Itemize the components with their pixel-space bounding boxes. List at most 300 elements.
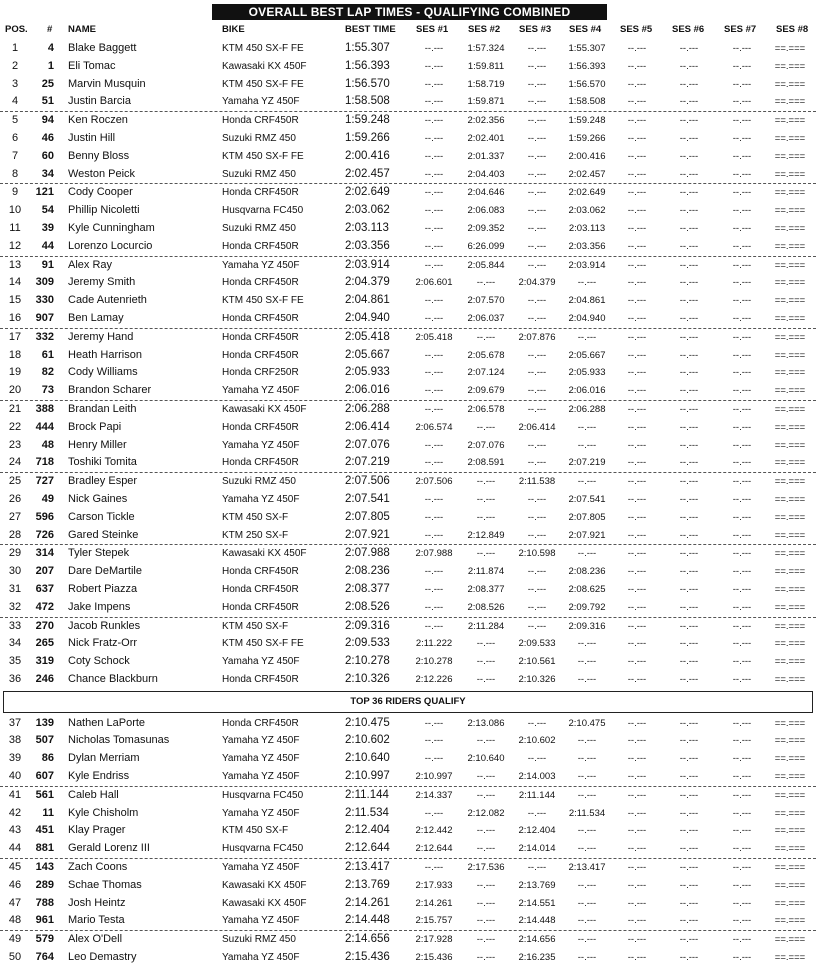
- cell-s5: --.---: [627, 60, 647, 72]
- cell-s4: --.---: [577, 879, 597, 891]
- cell-best: 2:03.914: [345, 258, 390, 271]
- cell-s5: --.---: [627, 825, 647, 837]
- cell-bike: Yamaha YZ 450F: [222, 385, 300, 397]
- cell-s2: 2:08.591: [467, 457, 505, 469]
- cell-s8: ==.===: [774, 205, 806, 217]
- cell-num: 579: [35, 933, 54, 946]
- cell-best: 2:07.988: [345, 547, 390, 560]
- header-name: NAME: [68, 24, 96, 35]
- cell-name: Brock Papi: [68, 420, 122, 433]
- cell-s4: --.---: [577, 753, 597, 765]
- cell-s8: ==.===: [774, 934, 806, 946]
- cell-name: Heath Harrison: [68, 348, 142, 361]
- cell-num: 332: [35, 330, 54, 343]
- cell-bike: Husqvarna FC450: [222, 789, 304, 801]
- cell-s3: 2:06.414: [518, 421, 556, 433]
- table-row: [0, 472, 816, 491]
- cell-pos: 42: [8, 806, 22, 819]
- cell-s4: 2:07.541: [568, 493, 606, 505]
- cell-s2: --.---: [476, 656, 496, 668]
- cell-s3: --.---: [527, 132, 547, 144]
- cell-s1: --.---: [424, 150, 444, 162]
- cell-s8: ==.===: [774, 656, 806, 668]
- cell-best: 2:03.062: [345, 204, 390, 217]
- cell-s7: --.---: [732, 529, 752, 541]
- cell-pos: 18: [8, 348, 22, 361]
- cell-s8: ==.===: [774, 385, 806, 397]
- cell-s2: 2:07.124: [467, 367, 505, 379]
- cell-s7: --.---: [732, 789, 752, 801]
- cell-s2: 2:09.679: [467, 385, 505, 397]
- table-row: [0, 274, 816, 292]
- cell-best: 2:13.417: [345, 861, 390, 874]
- cell-num: 330: [35, 294, 54, 307]
- cell-s8: ==.===: [774, 566, 806, 578]
- cell-s1: --.---: [424, 493, 444, 505]
- cell-s1: --.---: [424, 601, 444, 613]
- cell-best: 2:07.921: [345, 528, 390, 541]
- cell-num: 607: [35, 770, 54, 783]
- cell-pos: 26: [8, 492, 22, 505]
- cell-s3: 2:14.003: [518, 771, 556, 783]
- cell-s2: 2:06.083: [467, 205, 505, 217]
- table-row: [0, 166, 816, 184]
- cell-num: 319: [35, 655, 54, 668]
- cell-s2: --.---: [476, 879, 496, 891]
- cell-s7: --.---: [732, 222, 752, 234]
- cell-s8: ==.===: [774, 60, 806, 72]
- cell-s1: --.---: [424, 349, 444, 361]
- table-row: [0, 347, 816, 365]
- cell-name: Nick Fratz-Orr: [68, 637, 138, 650]
- cell-s1: --.---: [424, 511, 444, 523]
- cell-num: 1: [47, 59, 54, 72]
- cell-s1: --.---: [424, 457, 444, 469]
- table-row: [0, 328, 816, 347]
- cell-s7: --.---: [732, 862, 752, 874]
- cell-s1: --.---: [424, 60, 444, 72]
- cell-s4: --.---: [577, 656, 597, 668]
- cell-s1: 2:07.506: [415, 476, 453, 488]
- cell-s6: --.---: [679, 60, 699, 72]
- cell-s6: --.---: [679, 493, 699, 505]
- cell-s6: --.---: [679, 771, 699, 783]
- cell-s8: ==.===: [774, 529, 806, 541]
- cell-name: Leo Demastry: [68, 951, 137, 964]
- cell-s7: --.---: [732, 601, 752, 613]
- cell-s7: --.---: [732, 952, 752, 964]
- cell-s4: --.---: [577, 952, 597, 964]
- cell-pos: 33: [8, 619, 22, 632]
- cell-s8: ==.===: [774, 843, 806, 855]
- cell-s4: 2:06.016: [568, 385, 606, 397]
- cell-num: 726: [35, 528, 54, 541]
- cell-name: Caleb Hall: [68, 788, 119, 801]
- cell-s4: 2:02.649: [568, 187, 606, 199]
- cell-bike: Yamaha YZ 450F: [222, 96, 300, 108]
- header-best: BEST TIME: [345, 24, 396, 35]
- cell-s7: --.---: [732, 897, 752, 909]
- cell-s8: ==.===: [774, 132, 806, 144]
- cell-pos: 24: [8, 456, 22, 469]
- cell-s1: --.---: [424, 96, 444, 108]
- cell-name: Benny Bloss: [68, 149, 130, 162]
- cell-s5: --.---: [627, 735, 647, 747]
- cell-pos: 34: [8, 637, 22, 650]
- cell-s7: --.---: [732, 187, 752, 199]
- cell-s8: ==.===: [774, 457, 806, 469]
- cell-s5: --.---: [627, 656, 647, 668]
- header-pos: POS.: [5, 24, 28, 35]
- cell-s1: 2:15.757: [415, 915, 453, 927]
- cell-num: 270: [35, 619, 54, 632]
- cell-bike: Honda CRF450R: [222, 457, 299, 469]
- cell-s5: --.---: [627, 43, 647, 54]
- cell-num: 788: [35, 896, 54, 909]
- cell-s5: --.---: [627, 753, 647, 765]
- cell-s7: --.---: [732, 511, 752, 523]
- cell-s5: --.---: [627, 403, 647, 415]
- cell-s5: --.---: [627, 476, 647, 488]
- table-row: [0, 58, 816, 76]
- cell-s6: --.---: [679, 403, 699, 415]
- cell-s1: 2:11.222: [415, 638, 453, 650]
- cell-num: 60: [41, 149, 54, 162]
- cell-name: Coty Schock: [68, 655, 130, 668]
- cell-s2: 2:17.536: [467, 862, 505, 874]
- cell-num: 91: [41, 258, 54, 271]
- cell-s5: --.---: [627, 915, 647, 927]
- table-row: [0, 111, 816, 130]
- cell-s3: 2:10.326: [518, 673, 556, 685]
- cell-pos: 21: [8, 402, 22, 415]
- cell-s3: --.---: [527, 620, 547, 632]
- cell-best: 2:10.326: [345, 672, 390, 685]
- cell-s3: --.---: [527, 367, 547, 379]
- table-row: [0, 732, 816, 750]
- cell-s8: ==.===: [774, 115, 806, 127]
- cell-s6: --.---: [679, 807, 699, 819]
- cell-s6: --.---: [679, 511, 699, 523]
- cell-bike: Suzuki RMZ 450: [222, 476, 296, 488]
- cell-num: 907: [35, 311, 54, 324]
- cell-bike: Kawasaki KX 450F: [222, 879, 307, 891]
- cell-bike: Honda CRF450R: [222, 331, 299, 343]
- header-bike: BIKE: [222, 24, 245, 35]
- cell-s3: --.---: [527, 168, 547, 180]
- cell-bike: Yamaha YZ 450F: [222, 656, 300, 668]
- cell-s1: 2:05.418: [415, 331, 453, 343]
- cell-s8: ==.===: [774, 150, 806, 162]
- cell-s7: --.---: [732, 259, 752, 271]
- table-row: [0, 840, 816, 858]
- cell-s1: --.---: [424, 620, 444, 632]
- cell-name: Tyler Stepek: [68, 547, 130, 560]
- cell-best: 2:14.261: [345, 896, 390, 909]
- table-row: [0, 419, 816, 437]
- cell-pos: 32: [8, 600, 22, 613]
- cell-s1: 2:14.261: [415, 897, 453, 909]
- cell-best: 2:10.997: [345, 770, 390, 783]
- cell-num: 48: [41, 438, 54, 451]
- cell-s8: ==.===: [774, 583, 806, 595]
- cell-s2: 2:04.403: [467, 168, 505, 180]
- table-row: [0, 671, 816, 689]
- header-ses5: SES #5: [620, 24, 653, 35]
- table-row: [0, 527, 816, 545]
- table-row: [0, 617, 816, 636]
- cell-bike: Honda CRF450R: [222, 673, 299, 685]
- cell-s6: --.---: [679, 43, 699, 54]
- cell-s3: --.---: [527, 259, 547, 271]
- cell-s2: 2:01.337: [467, 150, 505, 162]
- cell-s5: --.---: [627, 529, 647, 541]
- cell-s7: --.---: [732, 205, 752, 217]
- cell-s1: --.---: [424, 439, 444, 451]
- cell-pos: 29: [8, 547, 22, 560]
- cell-s7: --.---: [732, 457, 752, 469]
- table-row: [0, 822, 816, 840]
- cell-best: 2:03.113: [345, 221, 389, 234]
- cell-s6: --.---: [679, 439, 699, 451]
- cell-num: 73: [41, 384, 54, 397]
- cell-s4: 2:08.625: [568, 583, 606, 595]
- cell-s5: --.---: [627, 548, 647, 560]
- cell-best: 2:11.144: [345, 788, 389, 801]
- cell-num: 246: [35, 672, 54, 685]
- cell-name: Brandon Scharer: [68, 384, 152, 397]
- cell-s4: --.---: [577, 897, 597, 909]
- cell-bike: Yamaha YZ 450F: [222, 259, 300, 271]
- cell-s3: 2:12.404: [518, 825, 556, 837]
- cell-s2: 2:07.076: [467, 439, 505, 451]
- cell-s4: 2:07.921: [568, 529, 606, 541]
- cell-s7: --.---: [732, 548, 752, 560]
- cell-pos: 2: [11, 59, 19, 72]
- cell-best: 2:08.236: [345, 565, 390, 578]
- cell-s8: ==.===: [774, 601, 806, 613]
- cell-s6: --.---: [679, 150, 699, 162]
- cell-s6: --.---: [679, 717, 699, 729]
- cell-pos: 4: [11, 95, 19, 108]
- cell-s3: 2:11.144: [518, 789, 556, 801]
- cell-num: 507: [35, 734, 54, 747]
- cell-best: 2:08.526: [345, 600, 390, 613]
- cell-bike: Kawasaki KX 450F: [222, 403, 307, 415]
- cell-s8: ==.===: [774, 43, 806, 54]
- cell-s6: --.---: [679, 277, 699, 289]
- cell-bike: Honda CRF450R: [222, 583, 299, 595]
- cell-s3: 2:14.551: [518, 897, 556, 909]
- cell-s7: --.---: [732, 367, 752, 379]
- cell-bike: Honda CRF450R: [222, 717, 299, 729]
- table-row: [0, 454, 816, 472]
- cell-s2: --.---: [476, 493, 496, 505]
- cell-s4: --.---: [577, 735, 597, 747]
- cell-name: Gared Steinke: [68, 528, 139, 541]
- table-row: [0, 202, 816, 220]
- cell-s8: ==.===: [774, 638, 806, 650]
- cell-s8: ==.===: [774, 789, 806, 801]
- cell-bike: Yamaha YZ 450F: [222, 439, 300, 451]
- cell-s1: 2:12.442: [415, 825, 453, 837]
- cell-s1: 2:14.337: [415, 789, 453, 801]
- cell-bike: Yamaha YZ 450F: [222, 862, 300, 874]
- cell-best: 2:04.379: [345, 276, 390, 289]
- cell-s2: 2:10.640: [467, 753, 505, 765]
- cell-s5: --.---: [627, 789, 647, 801]
- cell-s7: --.---: [732, 673, 752, 685]
- cell-s3: --.---: [527, 240, 547, 252]
- cell-num: 596: [35, 510, 54, 523]
- cell-s1: --.---: [424, 735, 444, 747]
- cell-s3: --.---: [527, 583, 547, 595]
- cell-pos: 48: [8, 914, 22, 927]
- cell-s1: 2:12.644: [415, 843, 453, 855]
- cell-best: 2:03.356: [345, 239, 390, 252]
- cell-s2: 2:12.849: [467, 529, 505, 541]
- cell-num: 86: [41, 752, 54, 765]
- cell-s3: 2:09.533: [518, 638, 556, 650]
- cell-pos: 10: [8, 204, 22, 217]
- cell-num: 46: [41, 131, 54, 144]
- cell-s1: --.---: [424, 295, 444, 307]
- cell-s6: --.---: [679, 312, 699, 324]
- cell-s7: --.---: [732, 825, 752, 837]
- cell-name: Nathen LaPorte: [68, 716, 146, 729]
- table-row: [0, 183, 816, 202]
- cell-s8: ==.===: [774, 717, 806, 729]
- cell-s5: --.---: [627, 187, 647, 199]
- cell-s7: --.---: [732, 43, 752, 54]
- cell-s4: 1:55.307: [568, 43, 606, 54]
- cell-s1: --.---: [424, 385, 444, 397]
- cell-pos: 38: [8, 734, 22, 747]
- cell-s8: ==.===: [774, 825, 806, 837]
- cell-s2: --.---: [476, 277, 496, 289]
- cell-name: Lorenzo Locurcio: [68, 239, 153, 252]
- cell-s1: 2:10.997: [415, 771, 453, 783]
- cell-bike: KTM 450 SX-F: [222, 511, 289, 523]
- cell-pos: 35: [8, 655, 22, 668]
- table-row: [0, 715, 816, 733]
- cell-bike: KTM 450 SX-F FE: [222, 295, 304, 307]
- cell-s2: 2:12.082: [467, 807, 505, 819]
- cell-name: Cade Autenrieth: [68, 294, 147, 307]
- cell-bike: Kawasaki KX 450F: [222, 548, 307, 560]
- cell-s3: --.---: [527, 529, 547, 541]
- cell-s8: ==.===: [774, 879, 806, 891]
- cell-s1: --.---: [424, 205, 444, 217]
- cell-s6: --.---: [679, 78, 699, 90]
- cell-s1: --.---: [424, 529, 444, 541]
- cell-s6: --.---: [679, 349, 699, 361]
- cell-s5: --.---: [627, 457, 647, 469]
- cell-s2: --.---: [476, 825, 496, 837]
- cell-s2: 2:08.377: [467, 583, 505, 595]
- cell-best: 2:07.076: [345, 438, 390, 451]
- cell-pos: 30: [8, 565, 22, 578]
- cell-s1: --.---: [424, 753, 444, 765]
- cell-name: Weston Peick: [68, 167, 136, 180]
- cell-s2: --.---: [476, 897, 496, 909]
- cell-best: 2:07.805: [345, 510, 390, 523]
- cell-s3: --.---: [527, 78, 547, 90]
- cell-s5: --.---: [627, 601, 647, 613]
- cell-s6: --.---: [679, 583, 699, 595]
- cell-s5: --.---: [627, 385, 647, 397]
- table-row: [0, 750, 816, 768]
- cell-s3: --.---: [527, 312, 547, 324]
- cell-num: 207: [35, 565, 54, 578]
- cell-bike: Honda CRF450R: [222, 277, 299, 289]
- cell-num: 39: [41, 221, 54, 234]
- cell-s2: 2:02.401: [467, 132, 505, 144]
- cell-s5: --.---: [627, 222, 647, 234]
- cell-s1: --.---: [424, 566, 444, 578]
- cell-bike: KTM 450 SX-F FE: [222, 638, 304, 650]
- cell-best: 2:07.541: [345, 492, 390, 505]
- cell-bike: Yamaha YZ 450F: [222, 771, 300, 783]
- cell-s7: --.---: [732, 583, 752, 595]
- cell-s7: --.---: [732, 476, 752, 488]
- cell-s1: --.---: [424, 862, 444, 874]
- cell-s3: --.---: [527, 601, 547, 613]
- cell-s4: 2:11.534: [568, 807, 606, 819]
- cell-best: 2:06.016: [345, 384, 390, 397]
- cell-s3: --.---: [527, 349, 547, 361]
- cell-s3: 2:10.602: [518, 735, 556, 747]
- cell-bike: Yamaha YZ 450F: [222, 952, 300, 964]
- cell-s3: --.---: [527, 150, 547, 162]
- cell-pos: 44: [8, 842, 22, 855]
- cell-pos: 3: [11, 77, 19, 90]
- cell-num: 451: [35, 824, 54, 837]
- cell-num: 637: [35, 582, 54, 595]
- cell-s7: --.---: [732, 115, 752, 127]
- cell-bike: Yamaha YZ 450F: [222, 493, 300, 505]
- cell-s6: --.---: [679, 367, 699, 379]
- table-row: [0, 364, 816, 382]
- cell-name: Chance Blackburn: [68, 672, 158, 685]
- cell-bike: KTM 450 SX-F FE: [222, 78, 304, 90]
- cell-name: Alex O'Dell: [68, 933, 123, 946]
- cell-name: Schae Thomas: [68, 878, 142, 891]
- cell-s8: ==.===: [774, 222, 806, 234]
- cell-s2: --.---: [476, 789, 496, 801]
- cell-s3: 2:14.014: [518, 843, 556, 855]
- cell-best: 2:14.448: [345, 914, 390, 927]
- cell-s5: --.---: [627, 150, 647, 162]
- table-row: [0, 581, 816, 599]
- cell-num: 11: [42, 806, 54, 819]
- cell-s5: --.---: [627, 620, 647, 632]
- cell-s3: --.---: [527, 717, 547, 729]
- cell-pos: 37: [8, 716, 22, 729]
- cell-best: 2:10.602: [345, 734, 390, 747]
- cell-best: 2:15.436: [345, 951, 390, 964]
- cell-s3: --.---: [527, 222, 547, 234]
- cell-bike: Kawasaki KX 450F: [222, 60, 307, 72]
- table-row: [0, 930, 816, 949]
- cell-s6: --.---: [679, 862, 699, 874]
- cell-s3: --.---: [527, 862, 547, 874]
- cell-s3: --.---: [527, 115, 547, 127]
- cell-s2: 1:58.719: [467, 78, 505, 90]
- cell-s6: --.---: [679, 295, 699, 307]
- cell-s3: --.---: [527, 439, 547, 451]
- cell-s4: --.---: [577, 934, 597, 946]
